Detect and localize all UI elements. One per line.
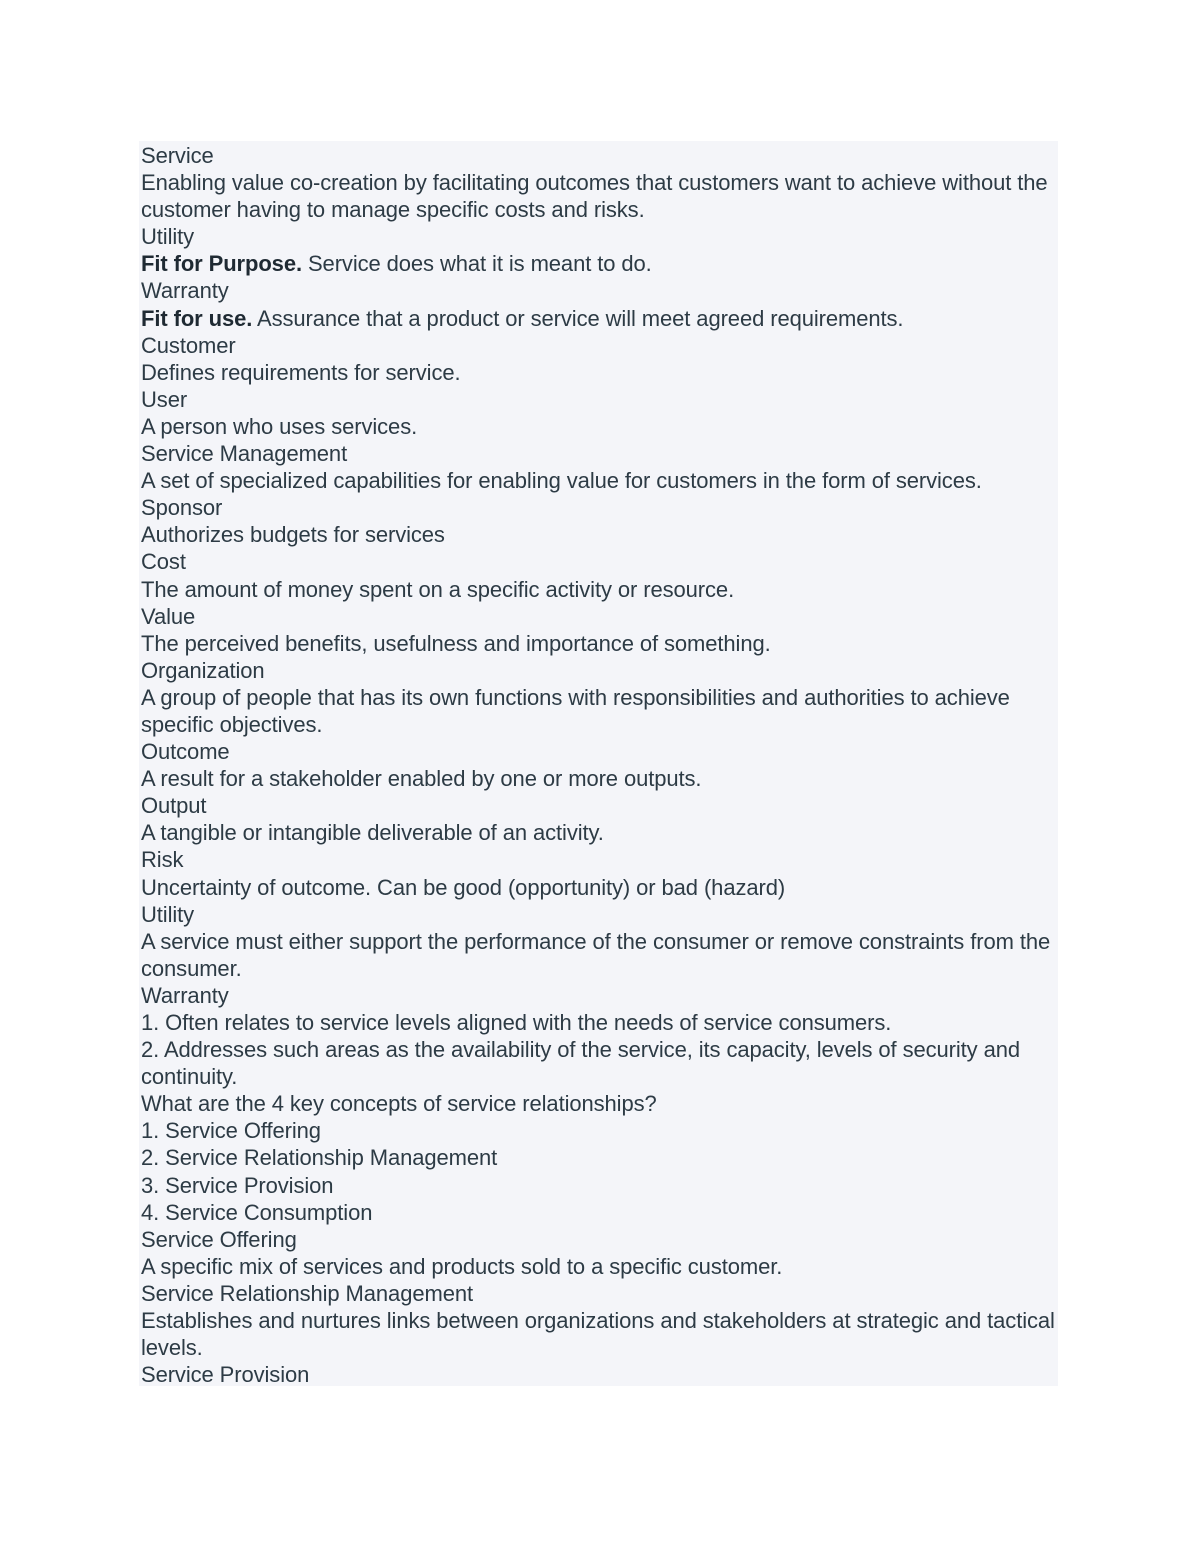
- term: Service Provision: [141, 1362, 310, 1388]
- term: Risk: [141, 847, 184, 873]
- definition: A result for a stakeholder enabled by one or more outputs.: [141, 766, 702, 792]
- term: Cost: [141, 549, 186, 575]
- definition: Authorizes budgets for services: [141, 522, 445, 548]
- term: Warranty: [141, 278, 229, 304]
- definition: Uncertainty of outcome. Can be good (opportunity) or bad (hazard): [141, 874, 786, 900]
- definition-list-item: 1. Service Offering: [141, 1118, 321, 1144]
- definition: [141, 250, 1058, 277]
- definition: A tangible or intangible deliverable of an activity.: [141, 820, 604, 846]
- term: What are the 4 key concepts of service relationships?: [141, 1091, 657, 1117]
- definition-list-item: 2. Service Relationship Management: [141, 1145, 498, 1171]
- term: Output: [141, 793, 207, 819]
- definition: Establishes and nurtures links between organizations and stakeholders at strategic and tactical levels.: [141, 1308, 1055, 1361]
- term: Service Offering: [141, 1226, 297, 1252]
- term: Value: [141, 603, 196, 629]
- term: Outcome: [141, 739, 230, 765]
- term: Service Relationship Management: [141, 1280, 473, 1306]
- definition: Defines requirements for service.: [141, 359, 461, 385]
- term: User: [141, 386, 188, 412]
- definition: The amount of money spent on a specific activity or resource.: [141, 576, 735, 602]
- term: Warranty: [141, 982, 229, 1008]
- term: Service Management: [141, 441, 348, 467]
- term: Utility: [141, 901, 195, 927]
- definition-text: Assurance that a product or service will meet agreed requirements.: [252, 305, 904, 331]
- definition: A set of specialized capabilities for enabling value for customers in the form of services.: [141, 468, 982, 494]
- definition: A group of people that has its own functions with responsibilities and authorities to achieve specific objectives.: [141, 684, 1010, 737]
- definition: The perceived benefits, usefulness and importance of something.: [141, 630, 771, 656]
- definition: A person who uses services.: [141, 413, 418, 439]
- definition-list-item: 1. Often relates to service levels aligned with the needs of service consumers.: [141, 1010, 892, 1035]
- definition-list-item: 2. Addresses such areas as the availability of the service, its capacity, levels of security and continuity.: [141, 1037, 1020, 1090]
- term: Organization: [141, 657, 265, 683]
- definition-list-item: 4. Service Consumption: [141, 1199, 373, 1225]
- term: Utility: [141, 224, 195, 250]
- definition: A service must either support the performance of the consumer or remove constraints from the consumer.: [141, 928, 1051, 981]
- term: Sponsor: [141, 495, 223, 521]
- term: Customer: [141, 332, 236, 358]
- definition: A specific mix of services and products sold to a specific customer.: [141, 1253, 783, 1279]
- definition-emphasis: Fit for Purpose.: [141, 251, 302, 277]
- definition-list-item: 3. Service Provision: [141, 1172, 334, 1198]
- definition-text: Service does what it is meant to do.: [301, 251, 652, 277]
- definition: Enabling value co-creation by facilitating outcomes that customers want to achieve without the customer having to manage specific costs and risks.: [141, 170, 1048, 223]
- term: Service: [141, 143, 214, 168]
- definition: [141, 305, 1058, 332]
- flashcard-text-block: [139, 141, 1058, 1386]
- definition-emphasis: Fit for use.: [141, 305, 253, 331]
